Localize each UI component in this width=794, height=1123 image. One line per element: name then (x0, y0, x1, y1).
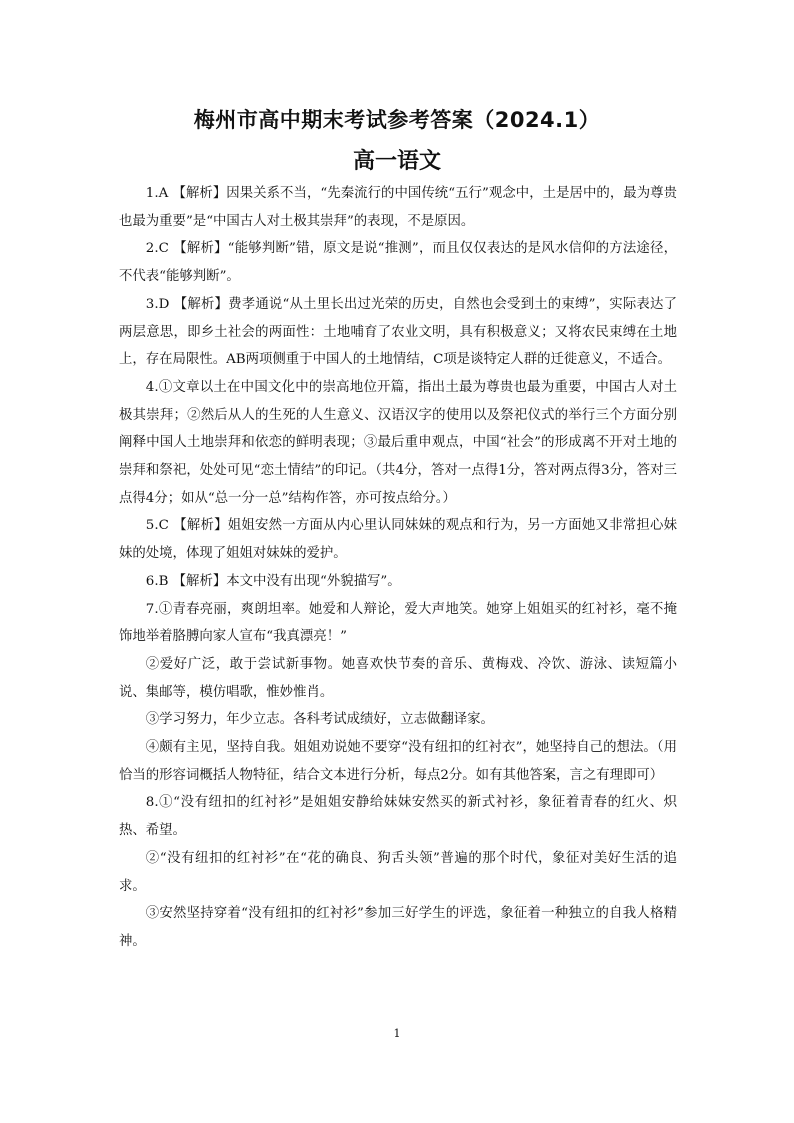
document-title: 梅州市高中期末考试参考答案（2024.1） (193, 108, 601, 132)
answer-3: 3.D 【解析】费孝通说“从土里长出过光荣的历史，自然也会受到土的束缚”，实际表达了两层意思，即乡土社会的两面性：土地哺育了农业文明，具有积极意义；又将农民束缚在土地上，存在局限性。AB两项侧重于中国人的土地情结，C项是谈特定人群的迁徙意义，不适合。 (119, 296, 677, 368)
answer-6: 6.B 【解析】本文中没有出现“外貌描写”。 (145, 573, 401, 589)
answer-2: 2.C 【解析】“能够判断”错，原文是说“推测”，而且仅仅表达的是风水信仰的方法途径，不代表“能够判断”。 (119, 241, 677, 285)
answer-list (119, 180, 677, 956)
answer-8-point-3: ③安然坚持穿着“没有纽扣的红衬衫”参加三好学生的评选，象征着一种独立的自我人格精神。 (119, 906, 677, 949)
answer-8-point-2: ②“没有纽扣的红衬衫”在“花的确良、狗舌头领”普遍的那个时代，象征对美好生活的追求。 (119, 850, 677, 894)
answer-7-point-4: ④颇有主见，坚持自我。姐姐劝说她不要穿“没有纽扣的红衬衣”，她坚持自己的想法。（用恰当的形容词概括人物特征，结合文本进行分析，每点2分。如有其他答案，言之有理即可） (119, 740, 677, 783)
answer-7-point-1: 7.①青春亮丽，爽朗坦率。她爱和人辩论，爱大声地笑。她穿上姐姐买的红衬衫，毫不掩饰地举着胳膊向家人宣布“我真漂亮！” (119, 601, 677, 645)
answer-7-point-2: ②爱好广泛，敢于尝试新事物。她喜欢快节奏的音乐、黄梅戏、冷饮、游泳、读短篇小说、集邮等，模仿唱歌，惟妙惟肖。 (119, 656, 677, 700)
answer-7-point-3: ③学习努力，年少立志。各科考试成绩好，立志做翻译家。 (145, 712, 494, 728)
answer-1: 1.A 【解析】因果关系不当，“先秦流行的中国传统“五行”观念中，土是居中的，最为尊贵也最为重要”是“中国古人对土极其崇拜”的表现，不是原因。 (119, 186, 677, 229)
page-number: 1 (393, 1027, 401, 1040)
answer-8-point-1: 8.①“没有纽扣的红衬衫”是姐姐安静给妹妹安然买的新式衬衫，象征着青春的红火、炽热、希望。 (119, 795, 677, 839)
subject-title: 高一语文 (352, 149, 441, 174)
answer-4: 4.①文章以土在中国文化中的崇高地位开篇，指出土最为尊贵也最为重要，中国古人对土极其崇拜；②然后从人的生死的人生意义、汉语汉字的使用以及祭祀仪式的举行三个方面分别阐释中国人土地崇拜和依恋的鲜明表现；③最后重申观点，中国“社会”的形成离不开对土地的崇拜和祭祀，处处可见“恋土情结”的印记。（共4分，答对一点得1分，答对两点得3分，答对三点得4分；如从“总一分一总”结构作答，亦可按点给分。） (119, 379, 677, 506)
answer-5: 5.C 【解析】姐姐安然一方面从内心里认同妹妹的观点和行为，另一方面她又非常担心妹妹的处境，体现了姐姐对妹妹的爱护。 (119, 518, 677, 562)
